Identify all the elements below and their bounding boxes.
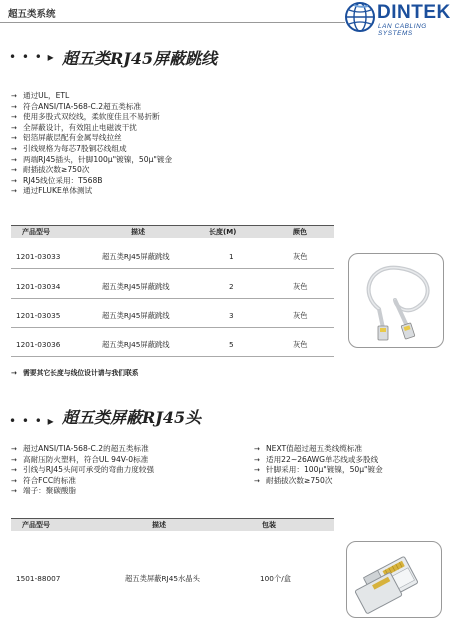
- feature-item: → RJ45线位采用：T568B: [11, 175, 103, 185]
- arrow-icon: →: [11, 369, 17, 377]
- table1-cell: 灰色: [293, 282, 308, 291]
- table1-cell: 灰色: [293, 252, 308, 261]
- patch-cord-photo: [348, 253, 444, 348]
- table1-header: 产品型号: [22, 228, 50, 236]
- rj45-plug-image: [347, 542, 441, 617]
- arrow-icon: →: [11, 487, 17, 496]
- section2-feature-list-right: [254, 444, 383, 486]
- feature-item: → 通过FLUKE单体测试: [11, 186, 93, 196]
- table1-cell: 超五类RJ45屏蔽跳线: [102, 282, 170, 291]
- arrow-icon: →: [11, 176, 17, 185]
- rj45-plug-photo: [346, 541, 442, 618]
- arrow-icon: →: [11, 123, 17, 132]
- table1-row-divider: [11, 327, 334, 328]
- section2-feature-list-left: [11, 444, 154, 497]
- arrow-icon: →: [254, 445, 260, 453]
- section1-dots: • • • ▸: [9, 50, 55, 64]
- arrow-icon: →: [11, 134, 17, 143]
- arrow-icon: →: [11, 455, 17, 464]
- table2-header: 描述: [152, 521, 166, 529]
- feature-item: → 通过UL，ETL: [11, 91, 70, 100]
- feature-item: → NEXT值超过超五类线缆标准: [254, 444, 363, 453]
- table2-header: 包装: [262, 521, 276, 529]
- arrow-icon: →: [11, 166, 17, 175]
- arrow-icon: →: [11, 155, 17, 164]
- table2-header: 产品型号: [22, 521, 50, 529]
- feature-item: → 符合ANSI/TIA-568-C.2超五类标准: [11, 101, 142, 111]
- table1-cell: 1201-03033: [16, 252, 61, 261]
- feature-item: → 耐插拔次数≥750次: [254, 475, 333, 485]
- section2-dots: • • • ▸: [9, 414, 55, 428]
- table2-cell: 超五类屏蔽RJ45水晶头: [125, 574, 200, 583]
- logo-name: DINTEK: [377, 2, 451, 23]
- feature-item: → 使用多股式双绞线，柔软度佳且不易折断: [11, 112, 160, 122]
- section1-note: → 需要其它长度与线位设计请与我们联系: [11, 369, 139, 377]
- table2-cell: 1501-88007: [16, 574, 61, 583]
- table1-cell: 5: [229, 340, 234, 349]
- table1-cell: 1201-03034: [16, 282, 61, 291]
- table1-header: 长度(M): [209, 228, 237, 236]
- feature-item: → 高耐压防火塑料，符合UL 94V-0标准: [11, 454, 149, 464]
- arrow-icon: →: [11, 144, 17, 153]
- feature-item: → 全屏蔽设计，有效阻止电磁波干扰: [11, 122, 137, 132]
- arrow-icon: →: [254, 466, 260, 475]
- table1-header-bar: [11, 225, 334, 238]
- table1-row-divider: [11, 268, 334, 269]
- logo-subtitle: LAN CABLING SYSTEMS: [378, 23, 427, 37]
- brand-logo: [344, 1, 460, 35]
- feature-item: → 引线与RJ45头间可承受的弯曲力度较强: [11, 465, 155, 475]
- feature-item: → 超过ANSI/TIA-568-C.2的超五类标准: [11, 444, 149, 453]
- arrow-icon: →: [11, 187, 17, 196]
- table1-cell: 1: [229, 252, 234, 261]
- table1-cell: 2: [229, 282, 234, 291]
- table1-header: 颜色: [293, 228, 307, 236]
- feature-item: → 适用22~26AWG单芯线或多股线: [254, 454, 379, 464]
- section2-title: 超五类屏蔽RJ45头: [62, 408, 202, 427]
- category-title: 超五类系统: [8, 9, 56, 20]
- table1-row-divider: [11, 298, 334, 299]
- section1-title: 超五类RJ45屏蔽跳线: [62, 49, 218, 68]
- arrow-icon: →: [11, 466, 17, 475]
- arrow-icon: →: [254, 455, 260, 464]
- arrow-icon: →: [11, 92, 17, 100]
- feature-item: → 耐插拔次数≥750次: [11, 165, 90, 175]
- table1-cell: 1201-03036: [16, 340, 61, 349]
- header-divider: [0, 22, 345, 23]
- arrow-icon: →: [11, 476, 17, 485]
- arrow-icon: →: [11, 102, 17, 111]
- table1-cell: 超五类RJ45屏蔽跳线: [102, 340, 170, 349]
- feature-item: → 引线规格为每芯7股铜芯线组成: [11, 143, 127, 153]
- feature-item: → 端子：聚碳酸脂: [11, 486, 77, 496]
- arrow-icon: →: [254, 476, 260, 485]
- table1-cell: 超五类RJ45屏蔽跳线: [102, 311, 170, 320]
- globe-icon: [344, 1, 376, 33]
- feature-item: → 针脚采用：100μ"镀镍，50μ"镀金: [254, 465, 383, 475]
- patch-cord-image: [349, 254, 443, 347]
- section1-feature-list: [11, 91, 172, 197]
- arrow-icon: →: [11, 113, 17, 122]
- table2-header-bar: [11, 518, 334, 531]
- table1-cell: 1201-03035: [16, 311, 61, 320]
- feature-item: → 符合FCC的标准: [11, 475, 76, 485]
- table1-cell: 超五类RJ45屏蔽跳线: [102, 252, 170, 261]
- feature-item: → 铝箔屏蔽层配有金属导线拉丝: [11, 133, 122, 143]
- table1-cell: 灰色: [293, 340, 308, 349]
- feature-item: → 两端RJ45插头，针脚100μ"镀镍，50μ"镀金: [11, 154, 173, 164]
- arrow-icon: →: [11, 445, 17, 453]
- table1-header: 描述: [131, 228, 145, 236]
- table1-cell: 灰色: [293, 311, 308, 320]
- table2-cell: 100个/盒: [260, 574, 291, 583]
- table1-cell: 3: [229, 311, 234, 320]
- table1-row-divider: [11, 356, 334, 357]
